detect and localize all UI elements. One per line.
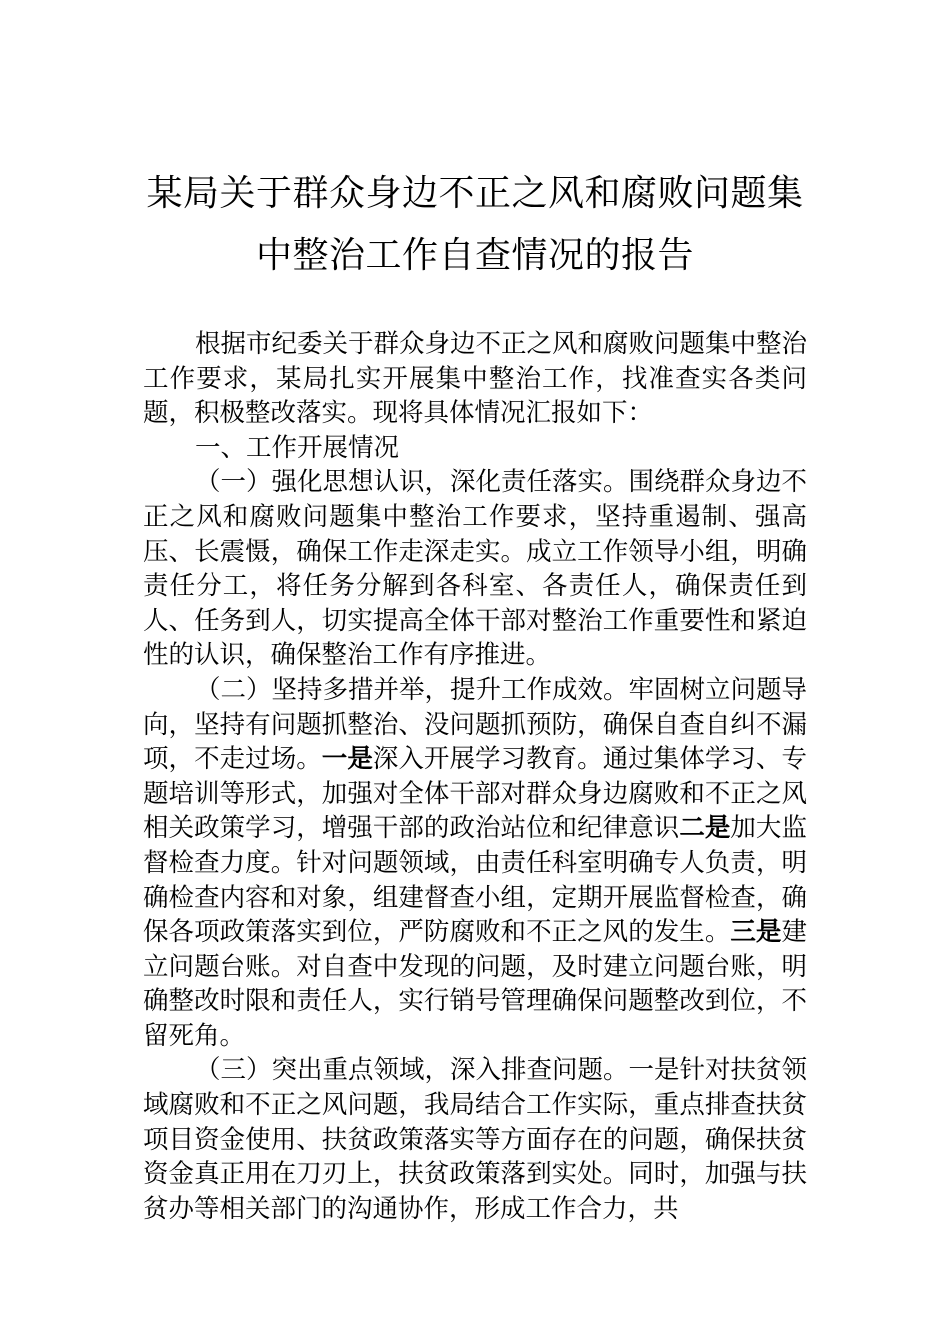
document-title — [143, 163, 807, 287]
paragraph-3: （三）突出重点领域，深入排查问题。一是针对扶贫领域腐败和不正之风问题，我局结合工作实际，重点排查扶贫项目资金使用、扶贫政策落实等方面存在的问题，确保扶贫资金真正用在刀刃上，扶贫政策落到实处。同时，加强与扶贫办等相关部门的沟通协作，形成工作合力，共 — [143, 1055, 808, 1224]
paragraph-2-text-c: 加大监督检查力度。针对问题领域，由责任科室明确专人负责，明确检查内容和对象，组建督查小组，定期开展监督检查，确保各项政策落实到位，严防腐败和不正之风的发生。 — [143, 813, 807, 948]
paragraph-2-bold-1: 一是 — [321, 744, 373, 775]
paragraph-1: （一）强化思想认识，深化责任落实。围绕群众身边不正之风和腐败问题集中整治工作要求，坚持重遏制、强高压、长震慑，确保工作走深走实。成立工作领导小组，明确责任分工，将任务分解到各科室、各责任人，确保责任到人、任务到人，切实提高全体干部对整治工作重要性和紧迫性的认识，确保整治工作有序推进。 — [143, 467, 808, 671]
paragraph-2-text-a: （二）坚持多措并举，提升工作成效。牢固树立问题导向，坚持有问题抓整治、没问题抓预防，确保自查自纠不漏项，不走过场。 — [143, 674, 808, 775]
section-heading-1: 一、工作开展情况 — [195, 432, 400, 463]
paragraph-2 — [143, 673, 807, 1054]
title-line-1: 某局关于群众身边不正之风和腐败问题集 — [146, 173, 804, 214]
paragraph-2-text-b: 深入开展学习教育。通过集体学习、专题培训等形式，加强对全体干部对群众身边腐败和不正之风相关政策学习，增强干部的政治站位和纪律意识 — [143, 744, 807, 844]
paragraph-2-bold-3: 三是 — [730, 917, 782, 948]
title-line-2: 中整治工作自查情况的报告 — [255, 235, 694, 276]
paragraph-2-text-d: 建立问题台账。对自查中发现的问题，及时建立问题台账，明确整改时限和责任人，实行销号管理确保问题整改到位，不留死角。 — [143, 917, 807, 1051]
intro-paragraph: 根据市纪委关于群众身边不正之风和腐败问题集中整治工作要求，某局扎实开展集中整治工作，找准查实各类问题，积极整改落实。现将具体情况汇报如下： — [143, 329, 808, 429]
document-body — [143, 327, 807, 1226]
paragraph-2-bold-2: 二是 — [679, 813, 731, 844]
